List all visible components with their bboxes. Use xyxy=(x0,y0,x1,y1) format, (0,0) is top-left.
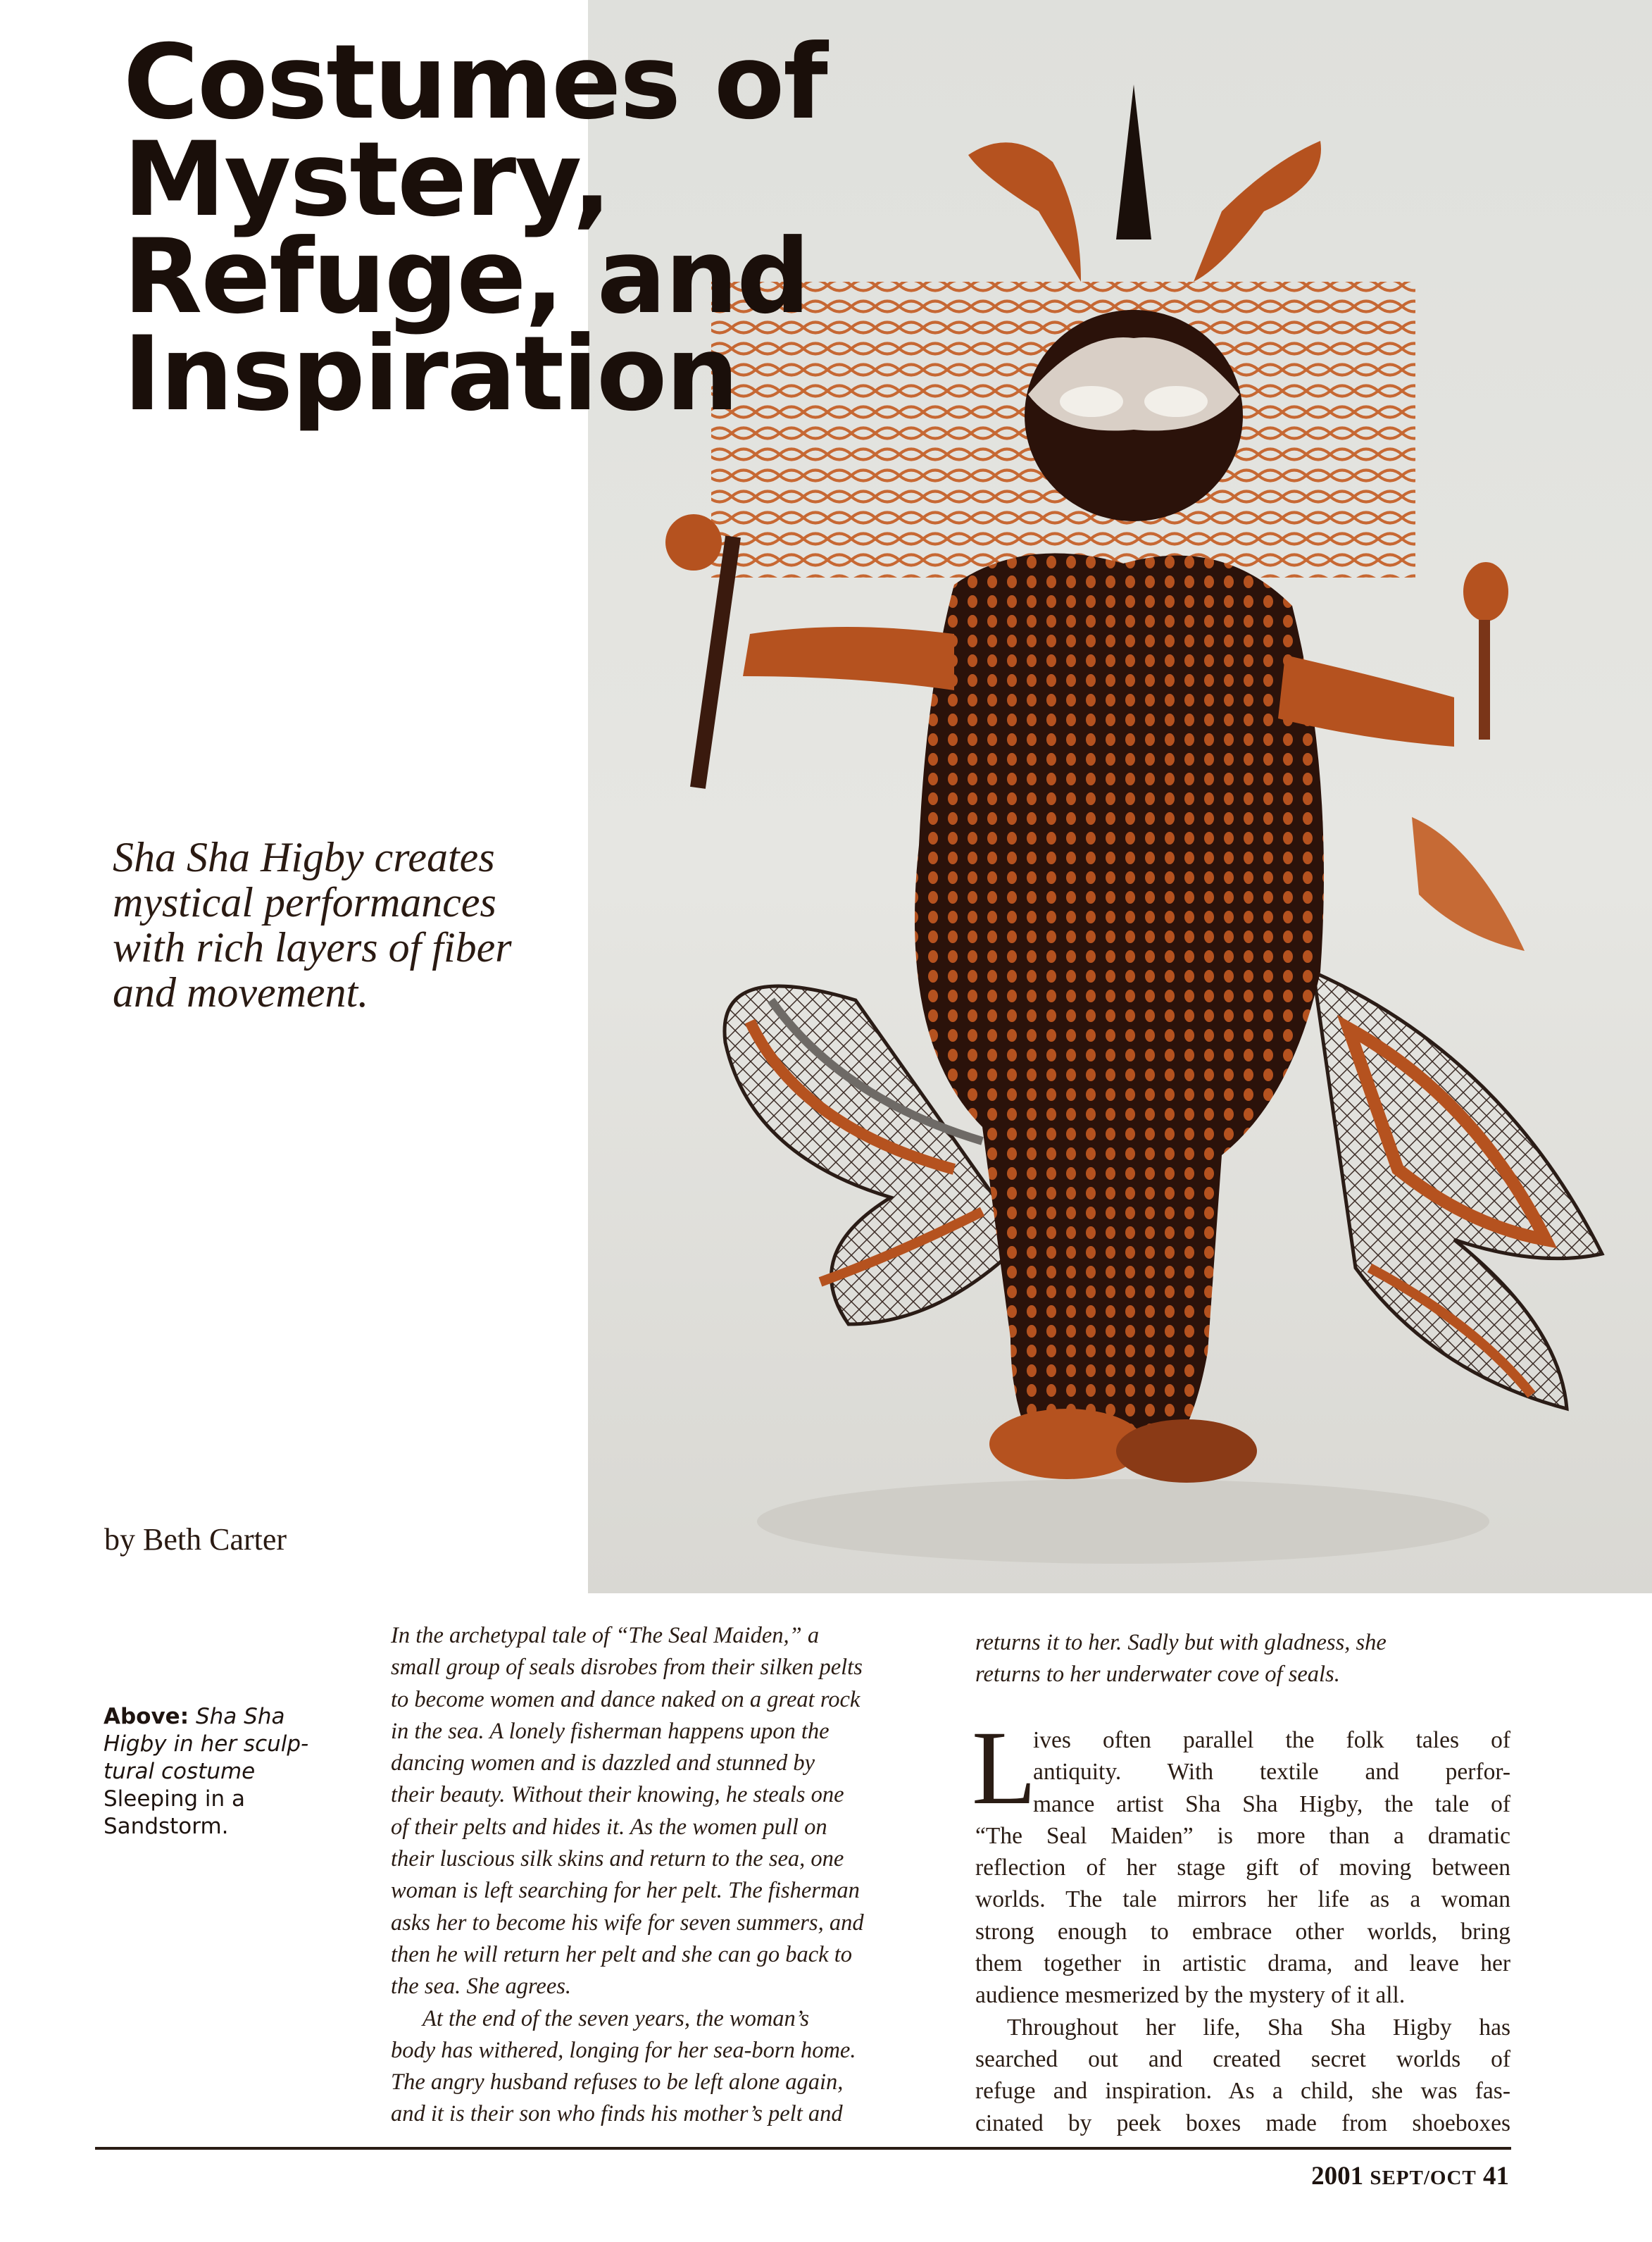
text-line: asks her to become his wife for seven summers, and xyxy=(391,1910,864,1936)
text-line: them together in artistic drama, and leave her xyxy=(975,1950,1510,1977)
text-line: cinated by peek boxes made from shoeboxes xyxy=(975,2110,1510,2136)
text-line: audience mesmerized by the mystery of it all. xyxy=(975,1982,1406,2009)
caption-text: Sha Sha xyxy=(195,1704,285,1729)
title-line: Costumes of xyxy=(123,23,827,142)
text-line: At the end of the seven years, the woman’s xyxy=(423,2005,810,2031)
text-line: refuge and inspiration. As a child, she was fas- xyxy=(975,2078,1510,2105)
folio-year: 2001 xyxy=(1311,2162,1364,2191)
drop-cap: L xyxy=(972,1709,1037,1826)
caption-label: Above: xyxy=(104,1704,189,1729)
text-line: reflection of her stage gift of moving between xyxy=(975,1855,1510,1881)
dek-line: mystical performances xyxy=(113,879,496,926)
text-line: of their pelts and hides it. As the women pull on xyxy=(391,1814,827,1840)
article-title xyxy=(123,23,898,434)
text-line: searched out and created secret worlds of xyxy=(975,2045,1510,2072)
text-line: to become women and dance naked on a great rock xyxy=(391,1686,861,1712)
page-folio xyxy=(1311,2161,1509,2191)
text-line: then he will return her pelt and she can go back to xyxy=(391,1941,852,1967)
text-line: body has withered, longing for her sea-born home. xyxy=(391,2037,856,2063)
caption-line xyxy=(104,1703,336,1731)
dek-line: Sha Sha Higby creates xyxy=(113,834,495,880)
text-line: returns to her underwater cove of seals. xyxy=(975,1662,1340,1688)
text-line: ives often parallel the folk tales of xyxy=(1033,1727,1510,1753)
caption-line: Sandstorm. xyxy=(104,1814,229,1839)
text-line: mance artist Sha Sha Higby, the tale of xyxy=(1033,1791,1510,1817)
text-line: returns it to her. Sadly but with gladness, she xyxy=(975,1630,1387,1655)
caption-line: Sleeping in a xyxy=(104,1786,246,1812)
text-line: the sea. She agrees. xyxy=(391,1974,572,2000)
folio-page-number: 41 xyxy=(1483,2162,1509,2191)
text-line: Throughout her life, Sha Sha Higby has xyxy=(1007,2014,1510,2041)
text-line: worlds. The tale mirrors her life as a woman xyxy=(975,1886,1510,1913)
byline: by Beth Carter xyxy=(104,1522,287,1557)
text-line: their beauty. Without their knowing, he steals one xyxy=(391,1782,844,1808)
dek-line: with rich layers of fiber xyxy=(113,924,512,971)
caption-line xyxy=(104,1731,336,1758)
caption-line xyxy=(104,1758,336,1786)
dek-line: and movement. xyxy=(113,969,369,1016)
intro-column xyxy=(391,1620,933,2131)
text-line: their luscious silk skins and return to the sea, one xyxy=(391,1846,844,1872)
text-line: antiquity. With textile and perfor- xyxy=(1033,1759,1510,1786)
text-line: In the archetypal tale of “The Seal Maiden,” a xyxy=(391,1623,820,1648)
text-line: “The Seal Maiden” is more than a dramatic xyxy=(975,1822,1510,1849)
caption-text: tural costume xyxy=(104,1759,256,1784)
text-line: dancing women and is dazzled and stunned by xyxy=(391,1750,815,1776)
title-line: Mystery, xyxy=(123,120,611,239)
footer-rule xyxy=(95,2147,1511,2150)
folio-issue: SEPT/OCT xyxy=(1370,2167,1477,2189)
title-line: Inspiration xyxy=(123,314,738,434)
body-column xyxy=(975,1724,1510,2139)
intro-column-continued xyxy=(975,1627,1510,1691)
text-line: small group of seals disrobes from their silken pelts xyxy=(391,1655,863,1681)
text-line: woman is left searching for her pelt. The fisherman xyxy=(391,1878,860,1904)
article-dek xyxy=(113,835,563,1015)
text-line: strong enough to embrace other worlds, bring xyxy=(975,1918,1510,1945)
title-line: Refuge, and xyxy=(123,217,809,337)
text-line: and it is their son who finds his mother’s pelt and xyxy=(391,2101,843,2127)
text-line: in the sea. A lonely fisherman happens upon the xyxy=(391,1718,830,1744)
photo-caption xyxy=(104,1703,336,1841)
caption-text: Higby in her sculp- xyxy=(104,1731,309,1757)
text-line: The angry husband refuses to be left alone again, xyxy=(391,2069,844,2095)
